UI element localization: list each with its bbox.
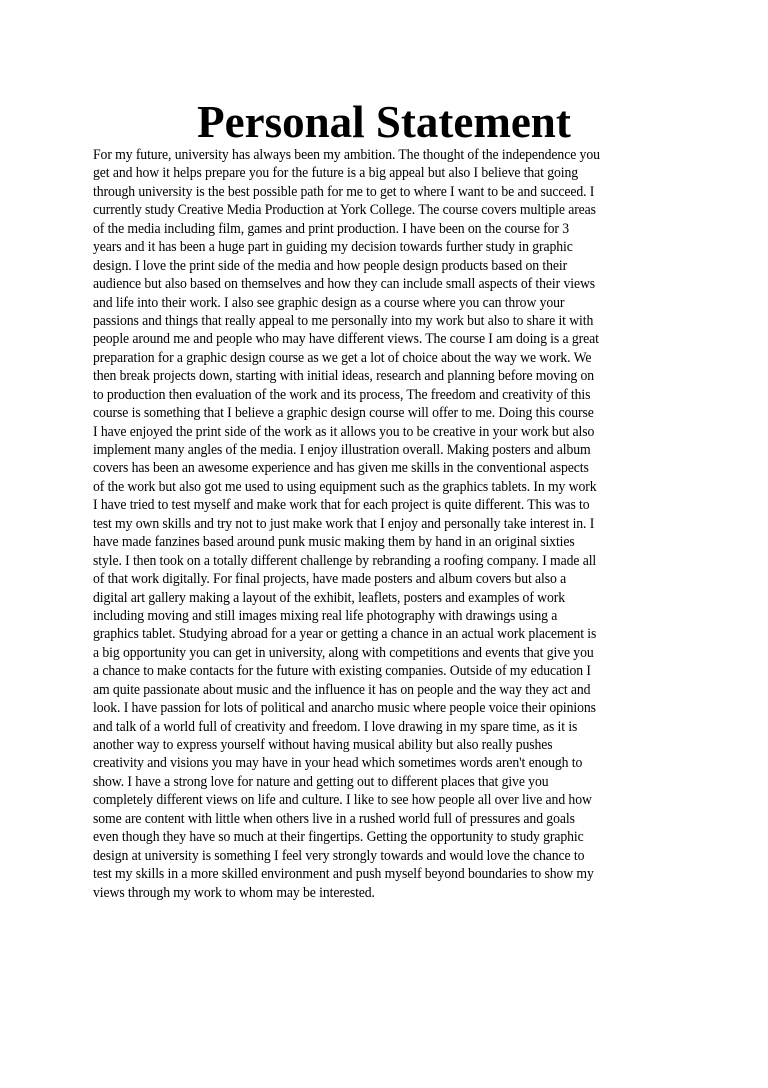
statement-line: another way to express yourself without having musical ability but also really pushes <box>93 737 553 753</box>
statement-line: course is something that I believe a graphic design course will offer to me. Doing this course <box>93 405 594 422</box>
statement-line: through university is the best possible path for me to get to where I want to be and succeed. I <box>93 183 595 200</box>
statement-line: passions and things that really appeal to me personally into my work but also to share it with <box>93 312 594 329</box>
statement-line: digital art gallery making a layout of the exhibit, leaflets, posters and examples of work <box>93 589 565 606</box>
statement-line: design. I love the print side of the media and how people design products based on their <box>93 257 568 274</box>
statement-line: and talk of a world full of creativity and freedom. I love drawing in my spare time, as it is <box>93 718 578 735</box>
statement-line: creativity and visions you may have in your head which sometimes words aren't enough to <box>93 755 583 772</box>
statement-line: years and it has been a huge part in guiding my decision towards further study in graphic <box>93 239 573 256</box>
statement-line: even though they have so much at their fingertips. Getting the opportunity to study graphic <box>93 829 584 846</box>
statement-line: For my future, university has always been my ambition. The thought of the independence you <box>93 147 600 163</box>
statement-line: show. I have a strong love for nature and getting out to different places that give you <box>93 773 549 790</box>
statement-line: and life into their work. I also see graphic design as a course where you can throw your <box>93 294 565 311</box>
statement-line: test my own skills and try not to just make work that I enjoy and personally take interest in. I <box>93 515 595 532</box>
page-title: Personal Statement <box>197 97 571 147</box>
statement-line: currently study Creative Media Production at York College. The course covers multiple areas <box>93 202 596 219</box>
statement-line: I have enjoyed the print side of the work as it allows you to be creative in your work but also <box>93 423 595 440</box>
statement-line: a big opportunity you can get in university, along with competitions and events that give you <box>93 644 594 661</box>
statement-line: covers has been an awesome experience and has given me skills in the conventional aspects <box>93 460 589 477</box>
statement-line: have made fanzines based around punk music making them by hand in an original sixties <box>93 534 575 551</box>
statement-line: of the work but also got me used to using equipment such as the graphics tablets. In my work <box>93 478 597 495</box>
statement-line: design at university is something I feel very strongly towards and would love the chance to <box>93 847 585 864</box>
statement-line: get and how it helps prepare you for the future is a big appeal but also I believe that going <box>93 165 579 182</box>
statement-line: look. I have passion for lots of political and anarcho music where people voice their opinions <box>93 700 596 717</box>
statement-line: style. I then took on a totally different challenge by rebranding a roofing company. I made all <box>93 552 597 569</box>
statement-line: to production then evaluation of the work and its process, The freedom and creativity of this <box>93 386 591 403</box>
statement-line: of that work digitally. For final projects, have made posters and album covers but also a <box>93 571 567 588</box>
statement-line: some are content with little when others live in a rushed world full of pressures and goals <box>93 810 575 827</box>
statement-line: graphics tablet. Studying abroad for a year or getting a chance in an actual work placement is <box>93 626 597 643</box>
statement-line: including moving and still images mixing real life photography with drawings using a <box>93 607 558 624</box>
statement-line: preparation for a graphic design course as we get a lot of choice about the way we work. We <box>93 349 592 366</box>
statement-line: a chance to make contacts for the future with existing companies. Outside of my education I <box>93 663 591 680</box>
statement-line: views through my work to whom may be interested. <box>93 884 375 901</box>
statement-line: implement many angles of the media. I enjoy illustration overall. Making posters and album <box>93 442 591 458</box>
statement-line: test my skills in a more skilled environment and push myself beyond boundaries to show my <box>93 866 594 883</box>
statement-body <box>93 146 693 902</box>
statement-line: people around me and people who may have different views. The course I am doing is a great <box>93 331 599 348</box>
statement-line: of the media including film, games and print production. I have been on the course for 3 <box>93 220 569 237</box>
statement-line: audience but also based on themselves and how they can include small aspects of their views <box>93 276 596 293</box>
statement-line: I have tried to test myself and make work that for each project is quite different. This was to <box>93 497 590 514</box>
statement-line: then break projects down, starting with initial ideas, research and planning before moving on <box>93 368 595 385</box>
statement-line: am quite passionate about music and the influence it has on people and the way they act and <box>93 681 591 698</box>
statement-line: completely different views on life and culture. I like to see how people all over live and how <box>93 792 592 809</box>
